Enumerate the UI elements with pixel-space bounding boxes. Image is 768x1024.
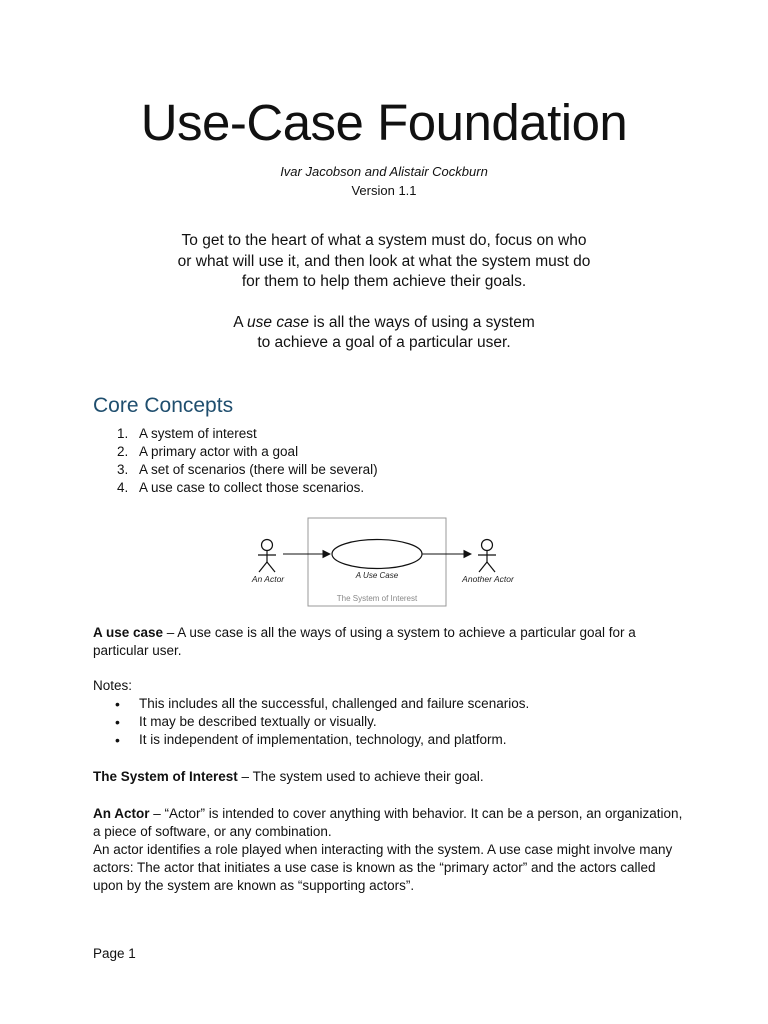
intro-block [120,231,648,354]
page-number: Page 1 [93,946,136,961]
notes-label: Notes: [93,678,133,693]
notes-section [93,677,683,749]
list-number: 1. [117,426,129,441]
list-number: 2. [117,444,129,459]
core-concepts-list [93,425,693,497]
use-case-paragraph [93,624,683,660]
definition-prefix: A [233,313,248,331]
list-item: • It is independent of implementation, technology, and platform. [93,731,683,749]
list-item [93,479,693,497]
actor-text: – “Actor” is intended to cover anything with behavior. It can be a person, an organization, a piece of software, or any combination. [93,806,683,839]
list-item [93,443,693,461]
list-number: 3. [117,462,129,477]
system-paragraph [93,768,683,786]
use-case-ellipse [332,540,422,569]
use-case-definition [93,624,683,660]
list-text: A primary actor with a goal [139,444,299,459]
list-item: • This includes all the successful, challenged and failure scenarios. [93,695,683,713]
system-term: The System of Interest [93,769,238,784]
system-text: – The system used to achieve their goal. [237,769,484,784]
definition-rest: is all the ways of using a system [309,313,535,331]
list-text: A set of scenarios (there will be several) [139,462,378,477]
list-item: • It may be described textually or visually. [93,713,683,731]
actor-right-label: Another Actor [462,574,514,584]
document-title: Use-Case Foundation [140,94,628,151]
list-number: 4. [117,480,129,495]
system-definition [93,768,683,786]
use-case-text: – A use case is all the ways of using a system to achieve a particular goal for a particular user. [93,625,636,658]
actor-left-label: An Actor [251,574,285,584]
document-authors: Ivar Jacobson and Alistair Cockburn [280,164,488,179]
system-boundary [308,518,446,606]
definition-line-2: to achieve a goal of a particular user. [257,334,511,351]
use-case-diagram [240,515,530,610]
intro-line: or what will use it, and then look at what the system must do [177,252,591,270]
document-version: Version 1.1 [351,183,417,198]
core-concepts-heading: Core Concepts [93,394,234,417]
list-text: A use case to collect those scenarios. [139,480,365,495]
use-case-term: A use case [93,625,164,640]
list-item [93,461,693,479]
actor-term: An Actor [93,806,150,821]
system-label: The System of Interest [336,594,418,603]
actor-left-icon [258,540,276,573]
intro-line: To get to the heart of what a system must do, focus on who [181,232,587,249]
list-text: A system of interest [139,426,257,441]
intro-line: for them to help them achieve their goals. [241,273,527,290]
definition-term: use case [247,313,310,331]
definition-line [120,313,648,334]
list-item [93,425,693,443]
notes-list [93,695,683,749]
actor-definition [93,805,683,895]
actor-right-icon [478,540,496,573]
use-case-label: A Use Case [355,571,399,580]
actor-paragraph-2: An actor identifies a role played when interacting with the system. A use case might involve many actors: The actor that initiates a use case is known as the “primary actor” and the actors called upon by the system are known as “supporting actors”. [93,842,673,893]
actor-paragraph [93,805,683,841]
